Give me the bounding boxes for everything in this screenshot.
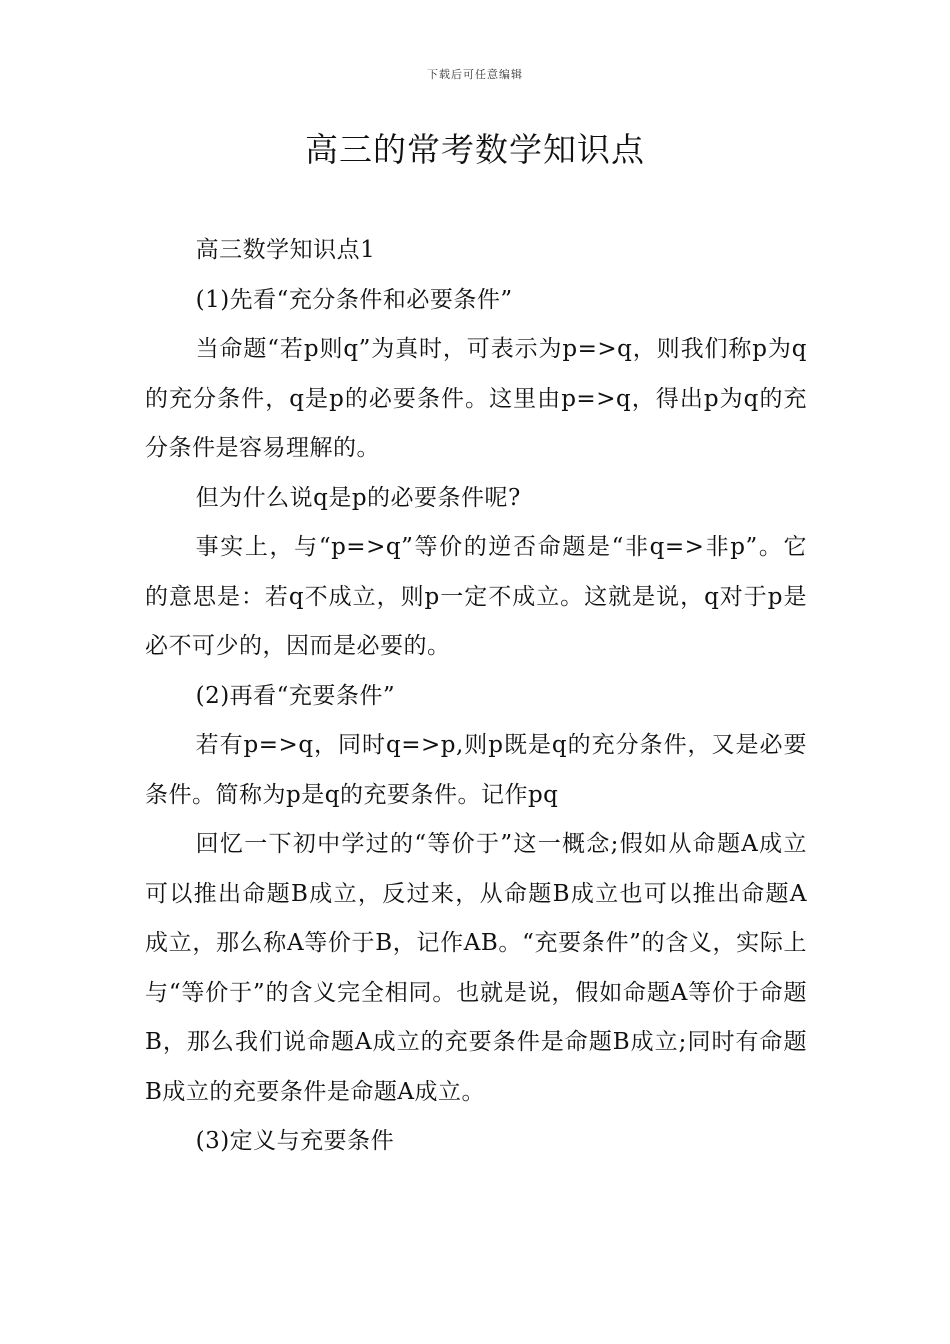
document-title: 高三的常考数学知识点 bbox=[305, 130, 645, 169]
subsection-heading: (2)再看“充要条件” bbox=[195, 682, 396, 709]
body-paragraph: 但为什么说q是p的必要条件呢? bbox=[195, 484, 521, 511]
body-paragraph: 若有p=>q，同时q=>p,则p既是q的充分条件，又是必要条件。简称为p是q的充要条件。记作pq bbox=[145, 732, 807, 808]
document-body bbox=[145, 226, 807, 1167]
body-paragraph: 事实上，与“p=>q”等价的逆否命题是“非q=>非p”。它的意思是：若q不成立，则p一定不成立。这就是说，q对于p是必不可少的，因而是必要的。 bbox=[145, 534, 807, 659]
subsection-heading: (1)先看“充分条件和必要条件” bbox=[195, 286, 513, 313]
section-heading: 高三数学知识点1 bbox=[195, 237, 376, 263]
subsection-heading: (3)定义与充要条件 bbox=[195, 1128, 395, 1154]
body-paragraph: 回忆一下初中学过的“等价于”这一概念;假如从命题A成立可以推出命题B成立，反过来，从命题B成立也可以推出命题A成立，那么称A等价于B，记作AB。“充要条件”的含义，实际上与“等价于”的含义完全相同。也就是说，假如命题A等价于命题B，那么我们说命题A成立的充要条件是命题B成立;同时有命题B成立的充要条件是命题A成立。 bbox=[145, 831, 807, 1105]
header-note: 下载后可任意编辑 bbox=[427, 68, 523, 81]
body-paragraph: 当命题“若p则q”为真时，可表示为p=>q，则我们称p为q的充分条件，q是p的必要条件。这里由p=>q，得出p为q的充分条件是容易理解的。 bbox=[145, 336, 807, 461]
